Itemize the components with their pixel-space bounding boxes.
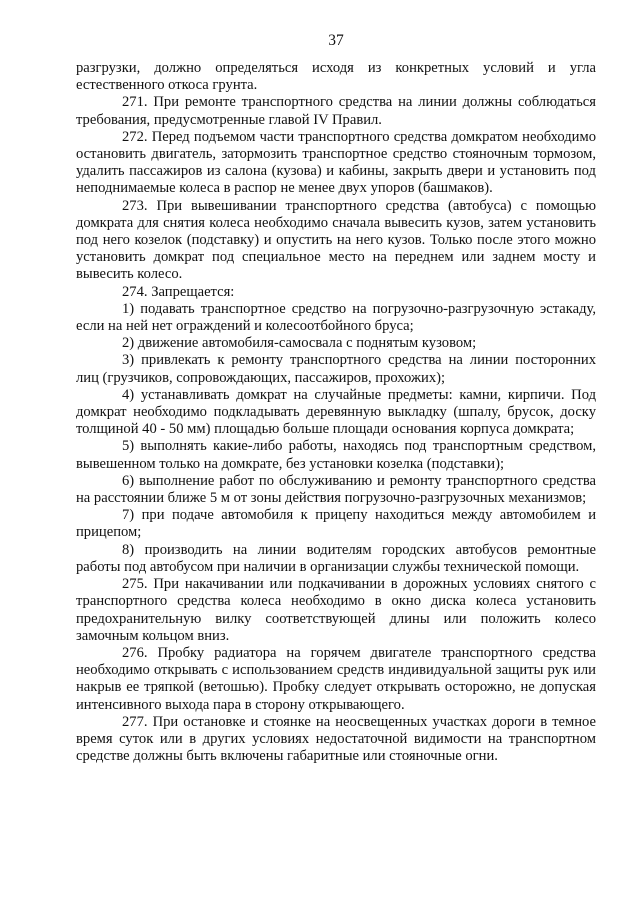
document-body <box>76 60 596 765</box>
paragraph-275: 275. При накачивании или подкачивании в дорожных условиях снятого с транспортного средства колеса необходимо в окно диска колеса установить предохранительную вилку соответствующей длины или положить колесо замочным кольцом вниз. <box>76 576 596 644</box>
list-item-5: 5) выполнять какие-либо работы, находясь под транспортным средством, вывешенном только на домкрате, без установки козелка (подставки); <box>76 438 596 472</box>
list-item-2: 2) движение автомобиля-самосвала с поднятым кузовом; <box>122 335 477 352</box>
list-item-7: 7) при подаче автомобиля к прицепу находиться между автомобилем и прицепом; <box>76 507 596 541</box>
paragraph-272: 272. Перед подъемом части транспортного средства домкратом необходимо остановить двигатель, затормозить транспортное средство стояночным тормозом, удалить пассажиров из салона (кузова) и кабины, закрыть двери и установить под неподнимаемые колеса в распор не менее двух упоров (башмаков). <box>76 128 596 197</box>
paragraph-273: 273. При вывешивании транспортного средства (автобуса) с помощью домкрата для снятия колеса необходимо сначала вывесить кузов, затем установить под него козелок (подставку) и опустить на него кузов. Только после этого можно установить домкрат под специальное место на переднем или заднем мосту и вывесить колесо. <box>76 197 596 283</box>
list-item-3: 3) привлекать к ремонту транспортного средства на линии посторонних лиц (грузчиков, сопровождающих, пассажиров, прохожих); <box>76 352 596 386</box>
paragraph-271: 271. При ремонте транспортного средства на линии должны соблюдаться требования, предусмотренные главой IV Правил. <box>76 94 596 128</box>
paragraph-277: 277. При остановке и стоянке на неосвещенных участках дороги в темное время суток или в других условиях недостаточной видимости на транспортном средстве должны быть включены габаритные или стояночные огни. <box>76 713 596 765</box>
paragraph-274: 274. Запрещается: <box>122 283 235 300</box>
page-number: 37 <box>328 32 344 49</box>
paragraph-continuation: разгрузки, должно определяться исходя из конкретных условий и угла естественного откоса грунта. <box>76 60 596 94</box>
list-item-4: 4) устанавливать домкрат на случайные предметы: камни, кирпичи. Под домкрат необходимо подкладывать деревянную выкладку (шпалу, брусок, доску толщиной 40 - 50 мм) площадью больше площади основания корпуса домкрата; <box>76 386 596 438</box>
paragraph-276: 276. Пробку радиатора на горячем двигателе транспортного средства необходимо открывать с использованием средств индивидуальной защиты рук или накрыв ее тряпкой (ветошью). Пробку следует открывать осторожно, не допуская интенсивного выхода пара в сторону открывающего. <box>76 644 596 713</box>
list-item-8: 8) производить на линии водителям городских автобусов ремонтные работы под автобусом при наличии в организации службы технической помощи. <box>76 541 596 575</box>
list-item-1: 1) подавать транспортное средство на погрузочно-разгрузочную эстакаду, если на ней нет ограждений и колесоотбойного бруса; <box>76 300 596 335</box>
list-item-6: 6) выполнение работ по обслуживанию и ремонту транспортного средства на расстоянии ближе 5 м от зоны действия погрузочно-разгрузочных механизмов; <box>76 472 596 507</box>
